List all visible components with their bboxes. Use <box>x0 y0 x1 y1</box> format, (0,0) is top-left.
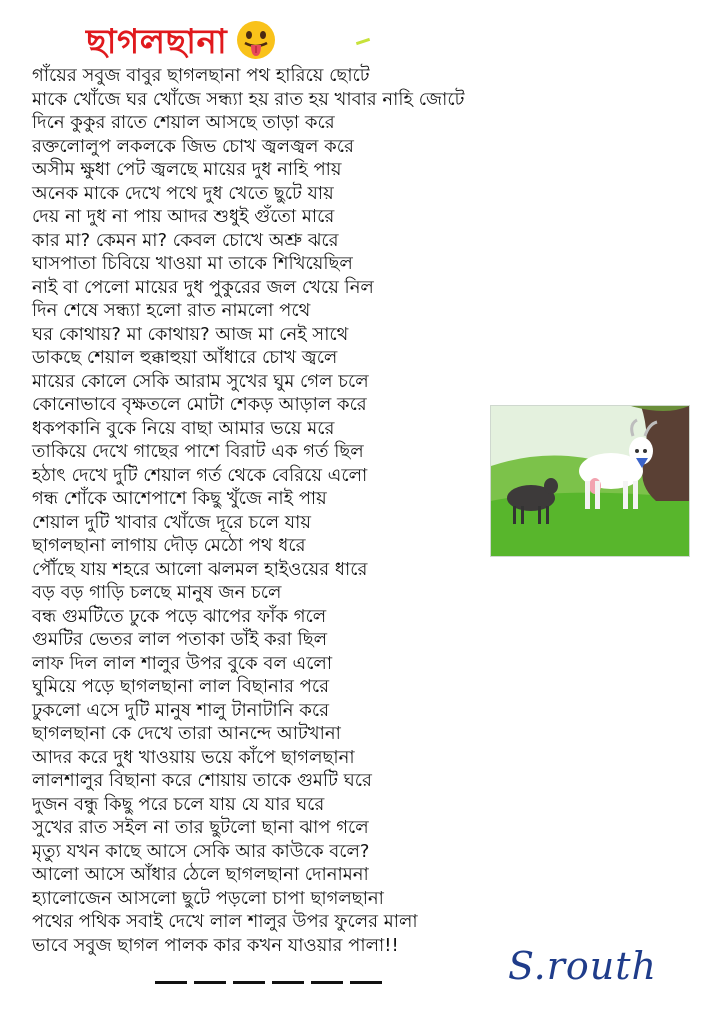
poem-line: শেয়াল দুটি খাবার খোঁজে দূরে চলে যায় <box>32 511 311 533</box>
poem-line: ধকপকানি বুকে নিয়ে বাছা আমার ভয়ে মরে <box>32 417 335 439</box>
poem-title: ছাগলছানা <box>86 22 228 62</box>
goats-illustration-icon <box>490 405 690 557</box>
poem-line: গাঁয়ের সবুজ বাবুর ছাগলছানা পথ হারিয়ে ছোটে <box>32 65 370 86</box>
dash-mark <box>311 981 343 984</box>
poem-line: বড় বড় গাড়ি চলছে মানুষ জন চলে <box>32 582 282 603</box>
poem-line: নাই বা পেলো মায়ের দুধ পুকুরের জল খেয়ে নিল <box>32 276 374 298</box>
poem-line: মাকে খোঁজে ঘর খোঁজে সন্ধ্যা হয় রাত হয় খাবার নাহি জোটে <box>32 88 465 110</box>
poem-line: ছাগলছানা লাগায় দৌড় মেঠো পথ ধরে <box>32 535 306 556</box>
poem-line: হ্যালোজেন আসলো ছুটে পড়লো চাপা ছাগলছানা <box>32 887 384 909</box>
poem-line: অসীম ক্ষুধা পেট জ্বলছে মায়ের দুধ নাহি পায় <box>32 159 342 180</box>
poem-line: মায়ের কোলে সেকি আরাম সুখের ঘুম গেল চলে <box>32 370 369 392</box>
poem-line: গুমটির ভেতর লাল পতাকা ডাঁই করা ছিল <box>32 629 328 650</box>
poem-line: দিন শেষে সন্ধ্যা হলো রাত নামলো পথে <box>32 300 311 321</box>
poem-line: আলো আসে আঁধার ঠেলে ছাগলছানা দোনামনা <box>32 864 369 885</box>
poem-line: পৌঁছে যায় শহরে আলো ঝলমল হাইওয়ের ধারে <box>32 558 368 580</box>
dash-mark <box>155 981 187 984</box>
poem-line: রক্তলোলুপ লকলকে জিভ চোখ জ্বলজ্বল করে <box>32 135 354 157</box>
title-row <box>86 16 277 68</box>
poem-body <box>32 64 532 960</box>
dash-mark <box>350 981 382 984</box>
poem-line: পথের পথিক সবাই দেখে লাল শালুর উপর ফুলের মালা <box>32 911 418 932</box>
poem-line: কার মা? কেমন মা? কেবল চোখে অশ্রু ঝরে <box>32 229 339 251</box>
poem-line: দেয় না দুধ না পায় আদর শুধুই গুঁতো মারে <box>32 206 335 227</box>
poem-line: দিনে কুকুর রাতে শেয়াল আসছে তাড়া করে <box>32 112 335 133</box>
author-signature: S.routh <box>508 944 658 988</box>
poem-line: ঘুমিয়ে পড়ে ছাগলছানা লাল বিছানার পরে <box>32 676 329 697</box>
poem-line: দুজন বন্ধু কিছু পরে চলে যায় যে যার ঘরে <box>32 793 325 815</box>
dash-mark <box>233 981 265 984</box>
poem-line: কোনোভাবে বৃক্ষতলে মোটা শেকড় আড়াল করে <box>32 394 367 415</box>
poem-line: বন্ধ গুমটিতে ঢুকে পড়ে ঝাপের ফাঁক গলে <box>32 605 327 627</box>
dash-mark <box>272 981 304 984</box>
poem-line: গন্ধ শোঁকে আশেপাশে কিছু খুঁজে নাই পায় <box>32 488 327 509</box>
poem-line: ঘাসপাতা চিবিয়ে খাওয়া মা তাকে শিখিয়েছিল <box>32 253 353 274</box>
poem-line: আদর করে দুধ খাওয়ায় ভয়ে কাঁপে ছাগলছানা <box>32 746 355 768</box>
dash-mark <box>194 981 226 984</box>
poem-line: ঢুকলো এসে দুটি মানুষ শালু টানাটানি করে <box>32 699 330 721</box>
poem-line: লালশালুর বিছানা করে শোয়ায় তাকে গুমটি ঘরে <box>32 770 372 791</box>
poem-line: ছাগলছানা কে দেখে তারা আনন্দে আটখানা <box>32 723 341 744</box>
poem-line: অনেক মাকে দেখে পথে দুধ খেতে ছুটে যায় <box>32 182 334 204</box>
poem-line: ঘর কোথায়? মা কোথায়? আজ মা নেই সাথে <box>32 323 349 345</box>
poem-line: তাকিয়ে দেখে গাছের পাশে বিরাট এক গর্ত ছিল <box>32 441 364 462</box>
poem-line: হঠাৎ দেখে দুটি শেয়াল গর্ত থেকে বেরিয়ে এলো <box>32 464 368 486</box>
poem-line: ভাবে সবুজ ছাগল পালক কার কখন যাওয়ার পালা!! <box>32 934 399 956</box>
closing-dashes <box>155 981 382 984</box>
tongue-out-face-icon <box>235 19 277 65</box>
poem-line: মৃত্যু যখন কাছে আসে সেকি আর কাউকে বলে? <box>32 840 370 862</box>
poem-line: সুখের রাত সইল না তার ছুটলো ছানা ঝাপ গলে <box>32 817 369 838</box>
poem-line: ডাকছে শেয়াল হুক্কাহুয়া আঁধারে চোখ জ্বলে <box>32 347 338 368</box>
poem-line: লাফ দিল লাল শালুর উপর বুকে বল এলো <box>32 652 333 674</box>
decorative-tick <box>356 38 370 45</box>
